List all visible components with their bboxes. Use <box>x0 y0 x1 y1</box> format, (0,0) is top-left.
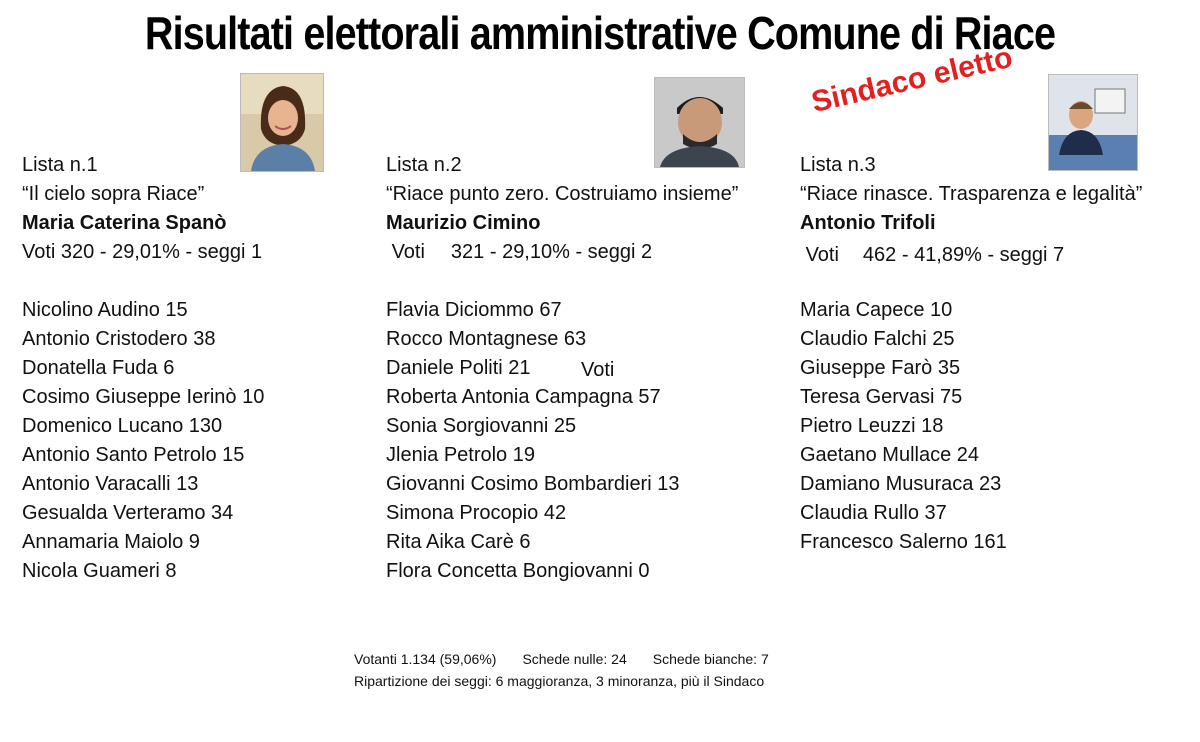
candidate-row: Annamaria Maiolo 9 <box>22 531 200 553</box>
candidate-row: Rita Aika Carè 6 <box>386 531 531 553</box>
votes-label: Voti <box>22 241 56 263</box>
mayoral-candidate: Maurizio Cimino <box>386 212 541 234</box>
list-number: Lista n.3 <box>800 154 876 176</box>
stray-voti-label: Voti <box>581 359 615 381</box>
list-motto: “Riace punto zero. Costruiamo insieme” <box>386 183 739 205</box>
candidate-row: Pietro Leuzzi 18 <box>800 415 944 437</box>
mayoral-candidate: Maria Caterina Spanò <box>22 212 227 234</box>
candidate-row: Maria Capece 10 <box>800 299 953 321</box>
candidate-row: Simona Procopio 42 <box>386 502 567 524</box>
candidate-row: Jlenia Petrolo 19 <box>386 444 535 466</box>
candidate-row: Gaetano Mullace 24 <box>800 444 980 466</box>
mayoral-candidate: Antonio Trifoli <box>800 212 936 234</box>
candidate-row: Domenico Lucano 130 <box>22 415 223 437</box>
candidate-row: Antonio Varacalli 13 <box>22 473 199 495</box>
votes-summary <box>22 238 264 267</box>
candidate-row: Giuseppe Farò 35 <box>800 357 961 379</box>
list-column-1 <box>22 151 264 586</box>
candidate-row: Gesualda Verteramo 34 <box>22 502 234 524</box>
candidate-row: Cosimo Giuseppe Ierinò 10 <box>22 386 265 408</box>
candidate-row: Rocco Montagnese 63 <box>386 328 587 350</box>
candidate-row: Flora Concetta Bongiovanni 0 <box>386 560 650 582</box>
candidate-row: Claudia Rullo 37 <box>800 502 947 524</box>
candidate-row: Nicolino Audino 15 <box>22 299 188 321</box>
list-number: Lista n.2 <box>386 154 462 176</box>
list-motto: “Il cielo sopra Riace” <box>22 183 205 205</box>
candidate-row: Teresa Gervasi 75 <box>800 386 963 408</box>
candidate-row: Flavia Diciommo 67 <box>386 299 562 321</box>
turnout-line <box>354 648 795 670</box>
votes-label: Voti <box>391 241 425 263</box>
votes-label: Voti <box>805 244 839 266</box>
votes-detail: 462 - 41,89% - seggi 7 <box>862 244 1065 266</box>
candidate-row: Giovanni Cosimo Bombardieri 13 <box>386 473 680 495</box>
list-motto: “Riace rinasce. Trasparenza e legalità” <box>800 183 1143 205</box>
candidate-row: Daniele Politi 21 <box>386 357 531 379</box>
list-number: Lista n.1 <box>22 154 98 176</box>
candidate-row: Francesco Salerno 161 <box>800 531 1007 553</box>
votes-summary <box>386 238 738 267</box>
null-ballots: Schede nulle: 24 <box>522 651 627 667</box>
candidate-row: Damiano Musuraca 23 <box>800 473 1002 495</box>
list-column-3 <box>800 151 1142 557</box>
results-footer <box>354 648 795 692</box>
candidate-row: Donatella Fuda 6 <box>22 357 175 379</box>
votes-detail: 320 - 29,01% - seggi 1 <box>60 241 263 263</box>
candidate-row: Roberta Antonia Campagna 57 <box>386 386 661 408</box>
candidate-row: Antonio Cristodero 38 <box>22 328 216 350</box>
candidate-row: Antonio Santo Petrolo 15 <box>22 444 245 466</box>
seat-allocation: Ripartizione dei seggi: 6 maggioranza, 3 minoranza, più il Sindaco <box>354 673 765 689</box>
page-title: Risultati elettorali amministrative Comune di Riace <box>144 7 1056 59</box>
candidate-row: Sonia Sorgiovanni 25 <box>386 415 577 437</box>
votes-summary <box>800 241 1142 270</box>
list-column-2 <box>386 151 738 586</box>
votes-detail: 321 - 29,10% - seggi 2 <box>450 241 653 263</box>
elected-mayor-label: Sindaco eletto <box>808 40 1016 120</box>
voters-count: Votanti 1.134 (59,06%) <box>354 651 497 667</box>
candidate-row: Nicola Guameri 8 <box>22 560 177 582</box>
candidate-row: Claudio Falchi 25 <box>800 328 955 350</box>
blank-ballots: Schede bianche: 7 <box>652 651 769 667</box>
